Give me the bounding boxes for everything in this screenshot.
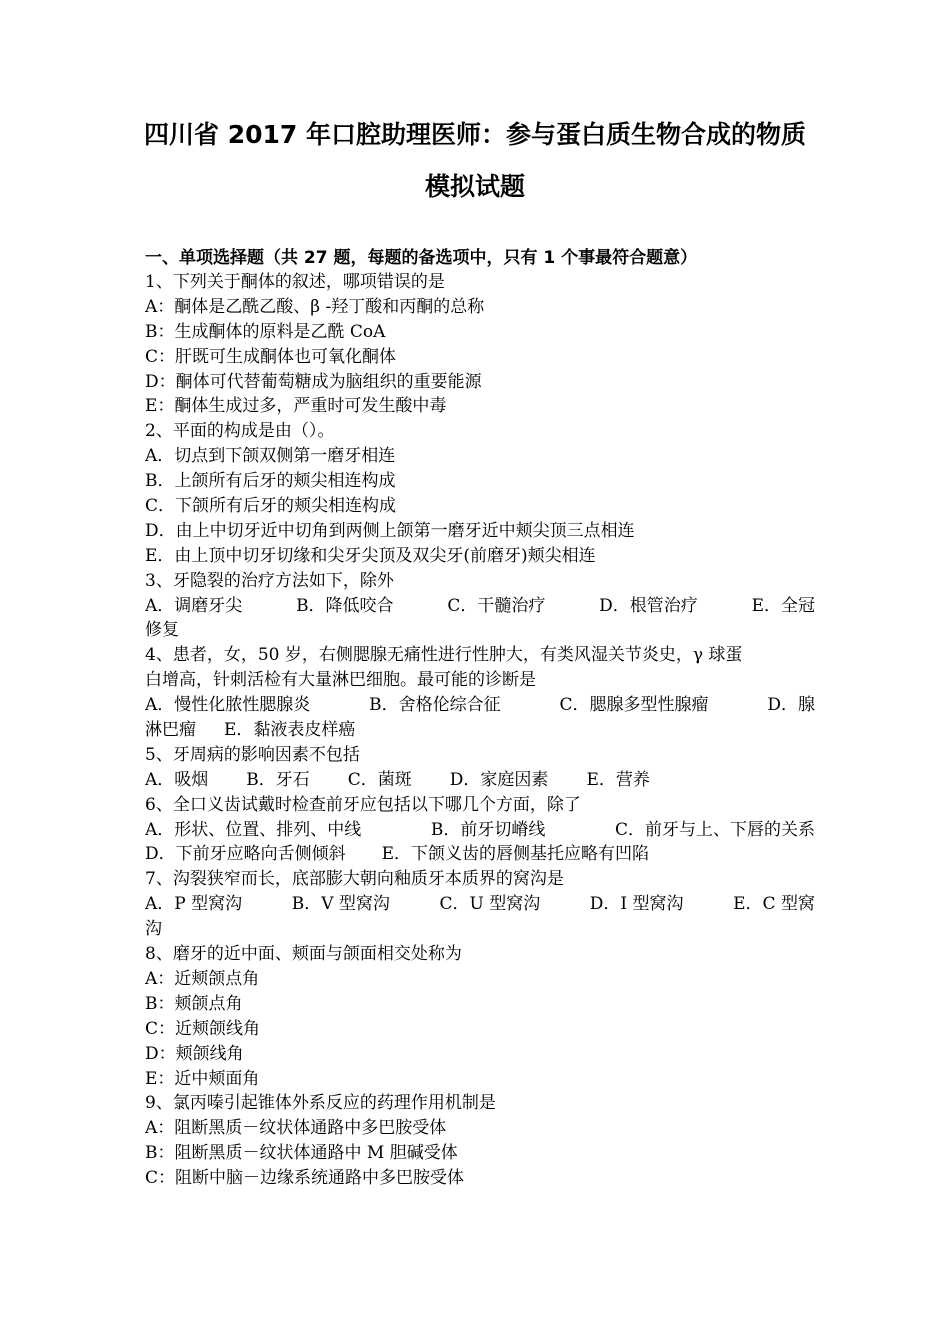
question-stem: 8、磨牙的近中面、颊面与颌面相交处称为: [145, 944, 462, 965]
option-continuation: 修复: [145, 620, 179, 641]
option: D．I 型窝沟: [589, 894, 684, 915]
option: B：阻断黑质－纹状体通路中 M 胆碱受体: [145, 1143, 458, 1164]
question-stem-continuation: 白增高，针刺活检有大量淋巴细胞。最可能的诊断是: [145, 670, 536, 691]
option: A：阻断黑质－纹状体通路中多巴胺受体: [145, 1118, 447, 1139]
question-stem: 9、氯丙嗪引起锥体外系反应的药理作用机制是: [145, 1093, 496, 1114]
option: C．下颌所有后牙的颊尖相连构成: [145, 496, 397, 517]
option: A．P 型窝沟: [145, 894, 243, 915]
option: C．腮腺多型性腺瘤: [559, 695, 709, 716]
option: D：颊颌线角: [145, 1043, 244, 1064]
option: B：颊颌点角: [145, 993, 243, 1014]
option: A．形状、位置、排列、中线: [145, 819, 362, 840]
section-heading: 一、单项选择题（共 27 题，每题的备选项中，只有 1 个事最符合题意）: [145, 248, 698, 268]
option-row: [145, 818, 815, 843]
option-row: [145, 842, 815, 867]
option: E：酮体生成过多，严重时可发生酸中毒: [145, 396, 447, 417]
option-row: [145, 768, 815, 793]
option: E．黏液表皮样癌: [224, 720, 356, 741]
option-continuation: 淋巴瘤: [145, 720, 196, 741]
option: E．下颌义齿的唇侧基托应略有凹陷: [381, 844, 650, 865]
option: A．吸烟: [145, 769, 209, 790]
option-row: [145, 594, 815, 619]
option: E．C 型窝: [733, 894, 815, 915]
option: C．U 型窝沟: [439, 894, 541, 915]
option-row: [145, 693, 815, 718]
option: B．牙石: [246, 769, 310, 790]
option: D．由上中切牙近中切角到两侧上颌第一磨牙近中颊尖顶三点相连: [145, 520, 635, 541]
option: A：酮体是乙酰乙酸、β -羟丁酸和丙酮的总称: [145, 296, 485, 317]
option: D．根管治疗: [599, 595, 698, 616]
option: B．V 型窝沟: [291, 894, 390, 915]
option: E．由上顶中切牙切缘和尖牙尖顶及双尖牙(前磨牙)颊尖相连: [145, 545, 596, 566]
option: E：近中颊面角: [145, 1068, 260, 1089]
question-stem: 2、平面的构成是由（）。: [145, 421, 335, 442]
option: D．家庭因素: [449, 769, 549, 790]
question-stem: 3、牙隐裂的治疗方法如下，除外: [145, 570, 394, 591]
option: D．腺: [767, 695, 815, 716]
option: A．调磨牙尖: [145, 595, 243, 616]
document-title-line2: 模拟试题: [424, 172, 525, 201]
option: E．营养: [586, 769, 650, 790]
option: C．干髓治疗: [447, 595, 546, 616]
option: A．切点到下颌双侧第一磨牙相连: [145, 446, 396, 467]
option: B．上颌所有后牙的颊尖相连构成: [145, 471, 396, 492]
option: B．前牙切嵴线: [430, 819, 546, 840]
option-continuation: 沟: [145, 919, 162, 940]
option-row: [145, 892, 815, 917]
option: C：阻断中脑－边缘系统通路中多巴胺受体: [145, 1168, 465, 1189]
question-stem: 6、全口义齿试戴时检查前牙应包括以下哪几个方面，除了: [145, 794, 581, 815]
option: C：近颊颌线角: [145, 1018, 261, 1039]
option: A．慢性化脓性腮腺炎: [145, 695, 311, 716]
option: E．全冠: [751, 595, 815, 616]
question-stem: 1、下列关于酮体的叙述，哪项错误的是: [145, 272, 445, 292]
question-stem: 4、患者，女，50 岁，右侧腮腺无痛性进行性肿大，有类风湿关节炎史，γ 球蛋: [145, 645, 743, 666]
option: B．舍格伦综合征: [369, 695, 501, 716]
document-title: 四川省 2017 年口腔助理医师：参与蛋白质生物合成的物质: [144, 120, 806, 149]
option: A：近颊颌点角: [145, 968, 260, 989]
question-list: [145, 270, 815, 1191]
option: B．降低咬合: [296, 595, 394, 616]
option-row: [145, 718, 815, 743]
option: C．前牙与上、下唇的关系: [614, 819, 815, 840]
option: B：生成酮体的原料是乙酰 CoA: [145, 321, 386, 342]
question-stem: 7、沟裂狭窄而长，底部膨大朝向釉质牙本质界的窝沟是: [145, 869, 564, 890]
option: C：肝既可生成酮体也可氧化酮体: [145, 346, 397, 367]
question-stem: 5、牙周病的影响因素不包括: [145, 744, 360, 765]
option: D：酮体可代替葡萄糖成为脑组织的重要能源: [145, 371, 482, 392]
option: D．下前牙应略向舌侧倾斜: [145, 844, 346, 865]
option: C．菌斑: [347, 769, 412, 790]
